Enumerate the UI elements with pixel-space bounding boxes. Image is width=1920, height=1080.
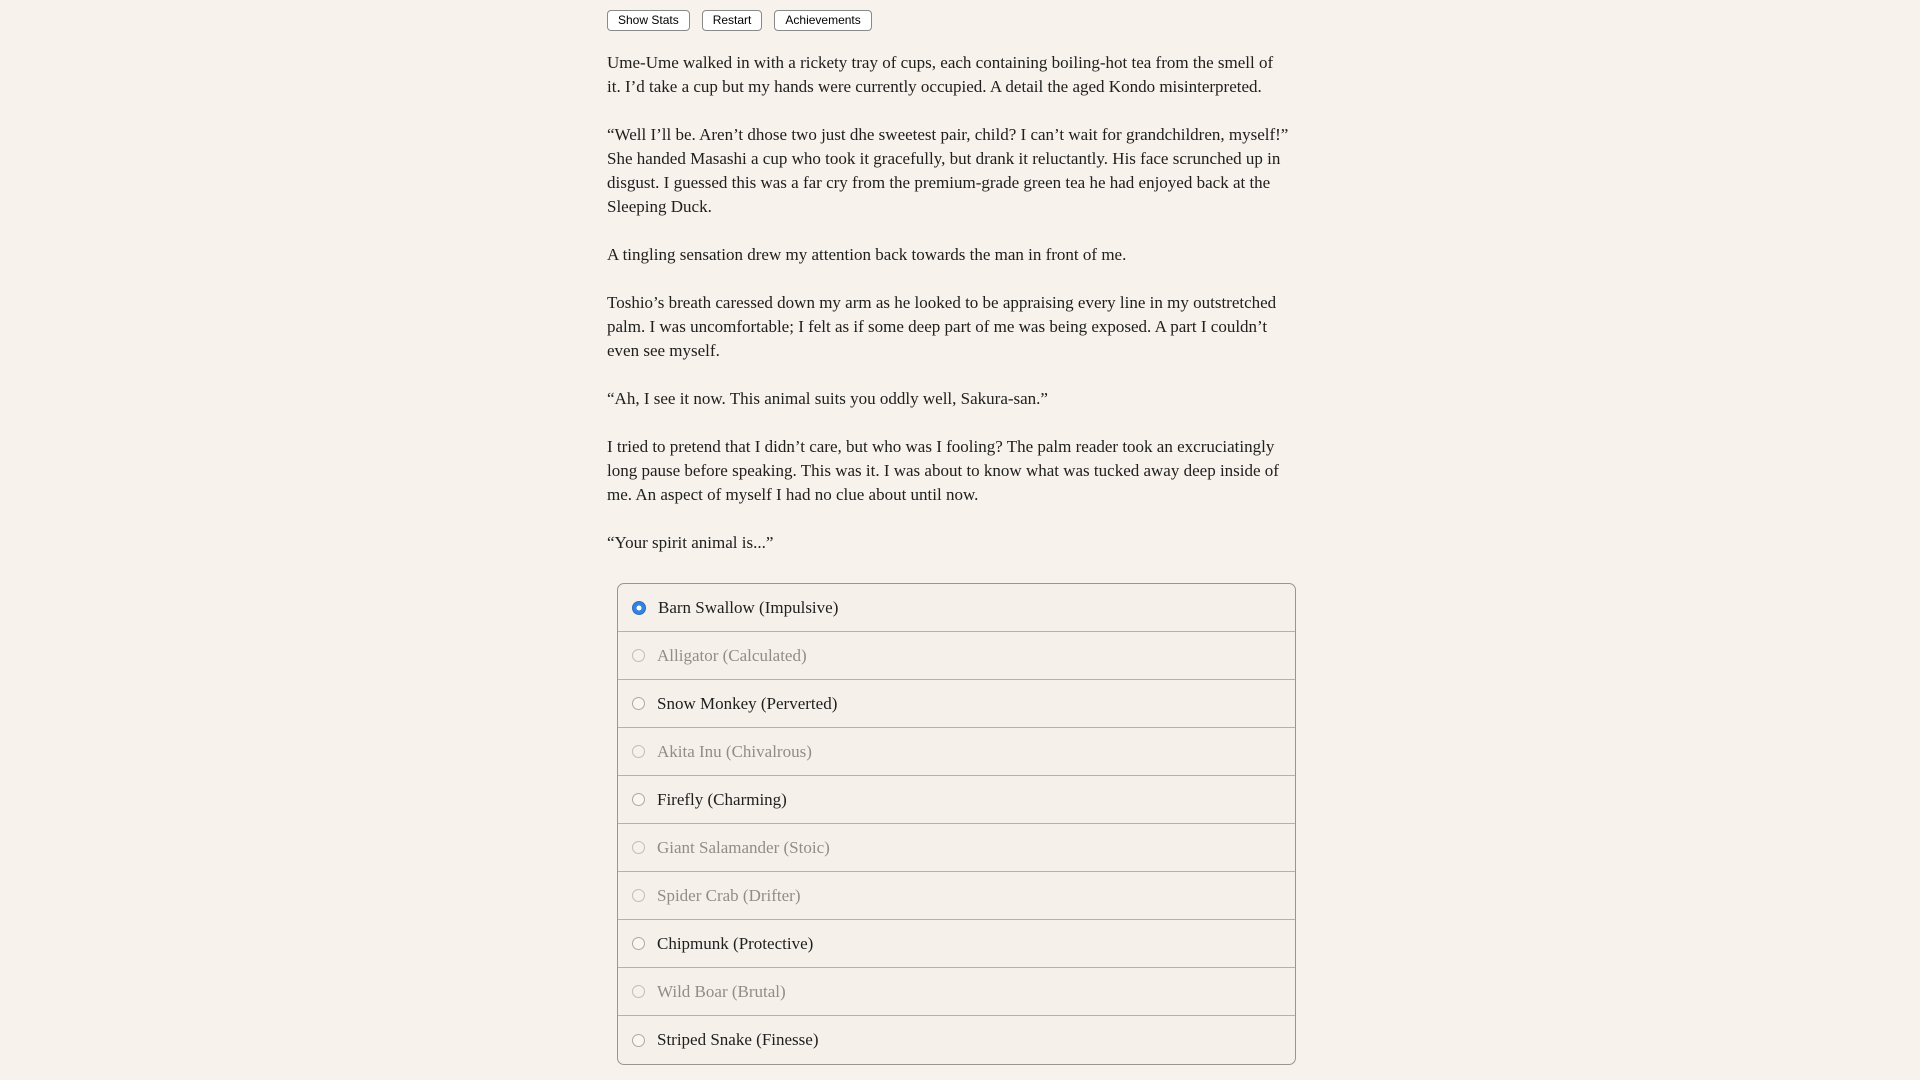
story-paragraph: “Well I’ll be. Aren’t dhose two just dhe sweetest pair, child? I can’t wait for grandchildren, myself!” She handed Masashi a cup who took it gracefully, but drank it reluctantly. His face scrunched up in disgust. I guessed this was a far cry from the premium-grade green tea he had enjoyed back at the Sleeping Duck. bbox=[607, 125, 1289, 216]
restart-button[interactable]: Restart bbox=[702, 10, 763, 31]
choice-label: Striped Snake (Finesse) bbox=[657, 1030, 819, 1049]
choice-list bbox=[617, 583, 1296, 1065]
choice-option-spider-crab-drifter bbox=[618, 872, 1295, 920]
toolbar bbox=[607, 10, 1291, 31]
choice-label: Alligator (Calculated) bbox=[657, 645, 807, 665]
story-paragraph: A tingling sensation drew my attention back towards the man in front of me. bbox=[607, 245, 1127, 264]
choice-label: Spider Crab (Drifter) bbox=[657, 885, 801, 905]
radio-icon bbox=[632, 649, 645, 662]
choice-label: Giant Salamander (Stoic) bbox=[657, 837, 830, 857]
choice-label: Akita Inu (Chivalrous) bbox=[657, 741, 812, 761]
choice-option-giant-salamander-stoic bbox=[618, 824, 1295, 872]
radio-icon[interactable] bbox=[632, 937, 645, 950]
radio-icon bbox=[632, 889, 645, 902]
choice-label: Chipmunk (Protective) bbox=[657, 933, 814, 953]
story-paragraph: Toshio’s breath caressed down my arm as he looked to be appraising every line in my outstretched palm. I was uncomfortable; I felt as if some deep part of me was being exposed. A part I couldn’t even see myself. bbox=[607, 293, 1277, 360]
radio-icon bbox=[632, 985, 645, 998]
story-text bbox=[607, 51, 1291, 555]
radio-icon[interactable] bbox=[632, 601, 646, 615]
radio-icon[interactable] bbox=[632, 1034, 645, 1047]
radio-icon bbox=[632, 745, 645, 758]
story-column bbox=[607, 8, 1291, 1065]
choice-option-firefly-charming[interactable] bbox=[618, 776, 1295, 824]
choice-option-striped-snake-finesse[interactable] bbox=[618, 1016, 1295, 1064]
choice-label: Wild Boar (Brutal) bbox=[657, 981, 786, 1001]
story-paragraph: I tried to pretend that I didn’t care, but who was I fooling? The palm reader took an excruciatingly long pause before speaking. This was it. I was about to know what was tucked away deep inside of me. An aspect of myself I had no clue about until now. bbox=[607, 437, 1279, 504]
choice-option-alligator-calculated bbox=[618, 632, 1295, 680]
choice-label: Firefly (Charming) bbox=[657, 789, 787, 809]
radio-icon[interactable] bbox=[632, 697, 645, 710]
choice-option-wild-boar-brutal bbox=[618, 968, 1295, 1016]
achievements-button[interactable]: Achievements bbox=[774, 10, 871, 31]
choice-label: Barn Swallow (Impulsive) bbox=[658, 597, 839, 617]
choice-option-snow-monkey-perverted[interactable] bbox=[618, 680, 1295, 728]
choice-option-akita-inu-chivalrous bbox=[618, 728, 1295, 776]
choice-label: Snow Monkey (Perverted) bbox=[657, 693, 838, 713]
story-paragraph: Ume-Ume walked in with a rickety tray of cups, each containing boiling-hot tea from the smell of it. I’d take a cup but my hands were currently occupied. A detail the aged Kondo misinterpreted. bbox=[607, 53, 1274, 96]
choice-option-barn-swallow-impulsive[interactable] bbox=[618, 584, 1295, 632]
radio-icon bbox=[632, 841, 645, 854]
story-paragraph: “Ah, I see it now. This animal suits you oddly well, Sakura-san.” bbox=[607, 389, 1048, 408]
radio-icon[interactable] bbox=[632, 793, 645, 806]
show-stats-button[interactable]: Show Stats bbox=[607, 10, 690, 31]
choice-option-chipmunk-protective[interactable] bbox=[618, 920, 1295, 968]
story-paragraph: “Your spirit animal is...” bbox=[607, 533, 774, 552]
